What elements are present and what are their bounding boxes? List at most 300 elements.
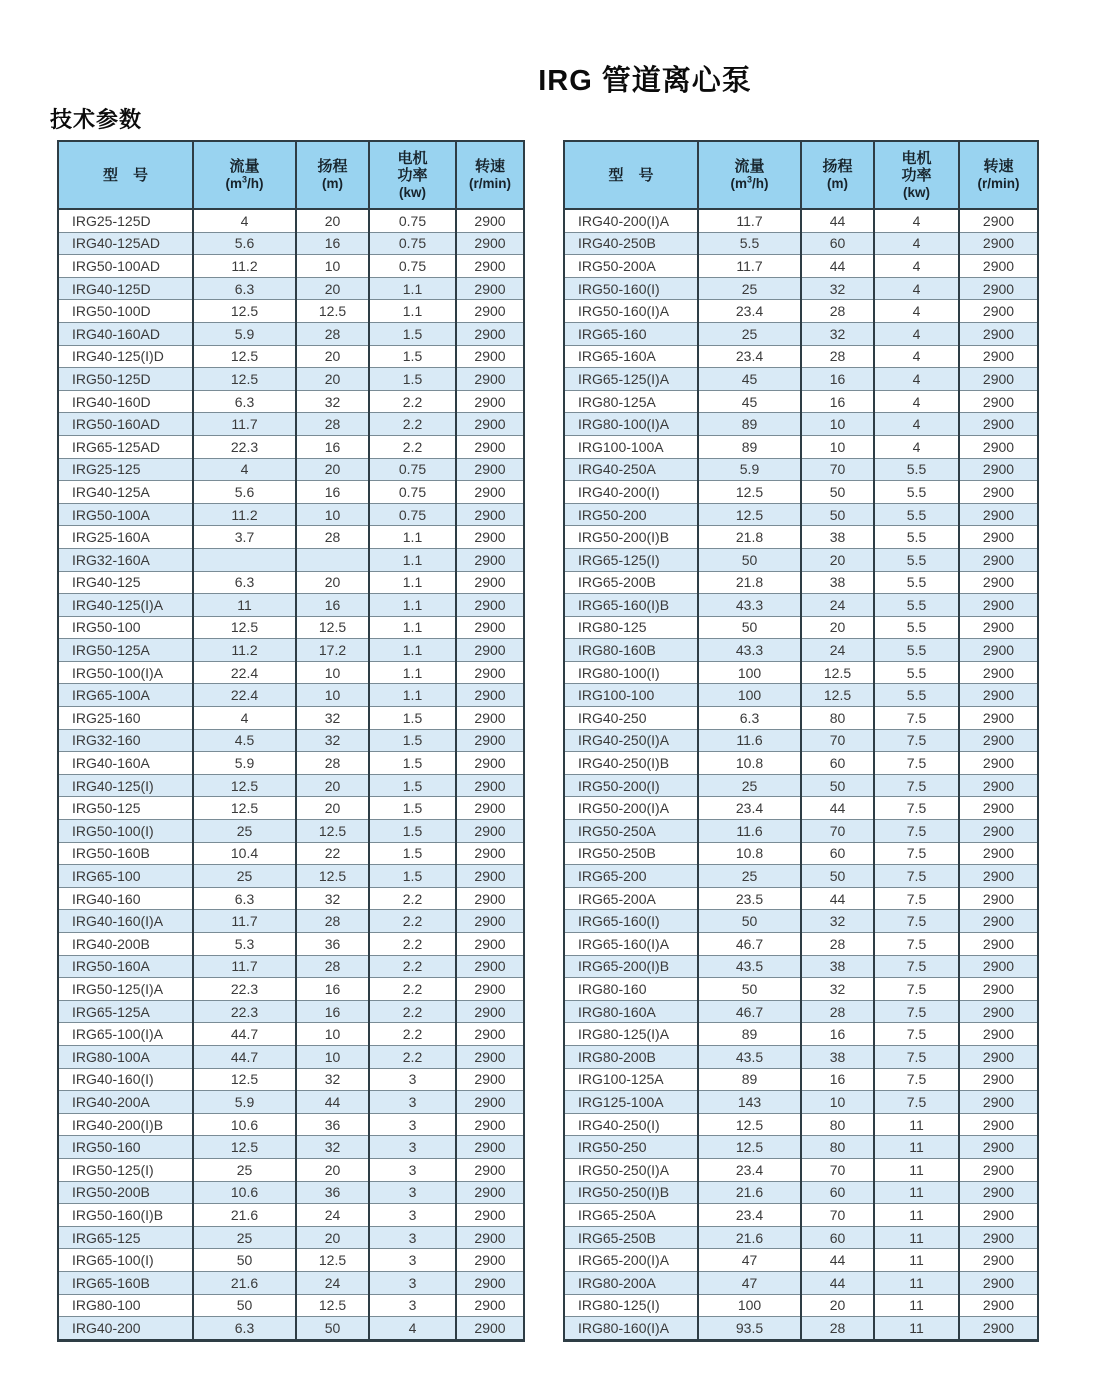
spec-table-left xyxy=(57,140,525,1342)
head-cell: 44 xyxy=(801,209,874,232)
head-cell: 24 xyxy=(801,594,874,617)
head-cell: 20 xyxy=(296,209,369,232)
model-cell: IRG25-125 xyxy=(58,458,193,481)
head-cell: 10 xyxy=(296,1023,369,1046)
head-cell: 80 xyxy=(801,1136,874,1159)
head-cell: 10 xyxy=(801,1091,874,1114)
col-header-model xyxy=(564,141,698,209)
head-cell: 20 xyxy=(296,1226,369,1249)
spec-row xyxy=(564,594,1038,617)
head-cell: 20 xyxy=(801,1294,874,1317)
head-cell: 20 xyxy=(296,774,369,797)
head-cell: 38 xyxy=(801,1045,874,1068)
speed-cell: 2900 xyxy=(959,910,1038,933)
flow-cell: 25 xyxy=(193,865,296,888)
power-cell: 1.5 xyxy=(369,345,456,368)
head-cell: 60 xyxy=(801,752,874,775)
speed-cell: 2900 xyxy=(456,1317,524,1341)
power-cell: 5.5 xyxy=(874,616,959,639)
speed-cell: 2900 xyxy=(456,1249,524,1272)
model-cell: IRG50-125 xyxy=(58,797,193,820)
head-cell: 12.5 xyxy=(296,300,369,323)
model-cell: IRG65-160A xyxy=(564,345,698,368)
model-cell: IRG65-200A xyxy=(564,887,698,910)
flow-cell: 50 xyxy=(193,1294,296,1317)
model-cell: IRG65-160(I)A xyxy=(564,933,698,956)
power-cell: 5.5 xyxy=(874,594,959,617)
speed-header-unit: (r/min) xyxy=(977,176,1020,191)
speed-cell: 2900 xyxy=(456,1000,524,1023)
power-cell: 0.75 xyxy=(369,458,456,481)
spec-row xyxy=(564,413,1038,436)
model-header-label: 型 号 xyxy=(608,166,654,184)
power-cell: 3 xyxy=(369,1136,456,1159)
power-cell: 7.5 xyxy=(874,1068,959,1091)
head-cell: 20 xyxy=(801,548,874,571)
spec-row xyxy=(564,503,1038,526)
head-cell: 70 xyxy=(801,729,874,752)
head-cell: 10 xyxy=(296,661,369,684)
flow-cell: 93.5 xyxy=(698,1317,801,1341)
power-cell: 0.75 xyxy=(369,255,456,278)
power-cell: 4 xyxy=(874,368,959,391)
head-cell: 12.5 xyxy=(801,684,874,707)
col-header-power xyxy=(369,141,456,209)
spec-row xyxy=(58,707,524,730)
speed-cell: 2900 xyxy=(959,1136,1038,1159)
spec-row xyxy=(564,1317,1038,1341)
speed-cell: 2900 xyxy=(456,1068,524,1091)
power-cell: 2.2 xyxy=(369,1023,456,1046)
spec-row xyxy=(58,1023,524,1046)
head-cell: 44 xyxy=(801,1271,874,1294)
model-cell: IRG65-100(I)A xyxy=(58,1023,193,1046)
speed-cell: 2900 xyxy=(959,887,1038,910)
head-cell: 16 xyxy=(801,1023,874,1046)
spec-row xyxy=(564,707,1038,730)
flow-cell: 4 xyxy=(193,209,296,232)
head-cell: 20 xyxy=(296,368,369,391)
model-cell: IRG80-100 xyxy=(58,1294,193,1317)
model-cell: IRG40-250(I)B xyxy=(564,752,698,775)
speed-cell: 2900 xyxy=(456,1023,524,1046)
spec-row xyxy=(564,458,1038,481)
model-cell: IRG65-250B xyxy=(564,1226,698,1249)
spec-row xyxy=(58,1226,524,1249)
spec-row xyxy=(58,842,524,865)
head-cell: 16 xyxy=(296,978,369,1001)
flow-cell: 100 xyxy=(698,684,801,707)
spec-row xyxy=(58,933,524,956)
flow-cell: 47 xyxy=(698,1271,801,1294)
spec-table-right-body xyxy=(564,209,1038,1340)
speed-cell: 2900 xyxy=(456,1271,524,1294)
model-header-label: 型 号 xyxy=(102,166,148,184)
model-cell: IRG25-125D xyxy=(72,212,151,229)
speed-cell: 2900 xyxy=(959,1091,1038,1114)
spec-table-right xyxy=(563,140,1039,1342)
flow-cell: 143 xyxy=(698,1091,801,1114)
power-header-label-2: 功率 xyxy=(397,166,428,184)
head-cell: 50 xyxy=(296,1317,369,1341)
spec-row xyxy=(564,1023,1038,1046)
model-cell: IRG40-250A xyxy=(564,458,698,481)
speed-cell: 2900 xyxy=(456,368,524,391)
flow-cell: 10.6 xyxy=(193,1113,296,1136)
speed-cell: 2900 xyxy=(959,684,1038,707)
flow-cell: 43.5 xyxy=(698,955,801,978)
head-cell: 38 xyxy=(801,571,874,594)
model-cell: IRG80-100(I)A xyxy=(564,413,698,436)
head-cell: 24 xyxy=(296,1204,369,1227)
flow-cell: 12.5 xyxy=(193,345,296,368)
flow-cell: 12.5 xyxy=(698,503,801,526)
model-cell: IRG40-200(I)A xyxy=(578,212,670,229)
model-cell: IRG50-200 xyxy=(564,503,698,526)
page-title: IRG 管道离心泵 xyxy=(538,65,752,97)
flow-cell: 11 xyxy=(193,594,296,617)
power-cell: 4 xyxy=(874,300,959,323)
spec-row xyxy=(58,368,524,391)
model-cell: IRG65-160 xyxy=(564,322,698,345)
spec-row xyxy=(58,435,524,458)
model-cell: IRG40-160(I) xyxy=(58,1068,193,1091)
spec-row xyxy=(564,255,1038,278)
model-cell: IRG100-100 xyxy=(564,684,698,707)
spec-row xyxy=(58,458,524,481)
header-row xyxy=(58,141,524,209)
model-cell: IRG80-125 xyxy=(564,616,698,639)
model-cell: IRG50-125(I) xyxy=(58,1158,193,1181)
speed-cell: 2900 xyxy=(456,1136,524,1159)
power-cell: 1.5 xyxy=(369,842,456,865)
flow-cell: 10.6 xyxy=(193,1181,296,1204)
flow-cell: 25 xyxy=(193,1158,296,1181)
power-cell: 3 xyxy=(369,1271,456,1294)
speed-cell: 2900 xyxy=(959,1113,1038,1136)
power-header-unit: (kw) xyxy=(399,184,426,200)
power-cell: 11 xyxy=(874,1317,959,1341)
speed-cell: 2900 xyxy=(959,368,1038,391)
flow-cell: 4.5 xyxy=(193,729,296,752)
model-cell: IRG65-250A xyxy=(564,1204,698,1227)
spec-row xyxy=(564,232,1038,255)
head-cell: 16 xyxy=(296,232,369,255)
model-cell: IRG80-125(I)A xyxy=(564,1023,698,1046)
model-cell: IRG80-160 xyxy=(564,978,698,1001)
speed-cell: 2900 xyxy=(456,390,524,413)
flow-cell: 4 xyxy=(193,458,296,481)
speed-cell: 2900 xyxy=(456,865,524,888)
flow-cell: 4 xyxy=(193,707,296,730)
model-cell: IRG80-100A xyxy=(58,1045,193,1068)
head-cell: 28 xyxy=(296,752,369,775)
spec-row xyxy=(58,1181,524,1204)
col-header-head xyxy=(296,141,369,209)
spec-row xyxy=(58,209,524,232)
speed-cell: 2900 xyxy=(456,820,524,843)
speed-cell: 2900 xyxy=(959,797,1038,820)
model-cell: IRG65-125AD xyxy=(58,435,193,458)
head-cell: 32 xyxy=(296,1068,369,1091)
model-cell: IRG50-100(I)A xyxy=(58,661,193,684)
head-cell: 16 xyxy=(296,594,369,617)
power-cell: 5.5 xyxy=(874,661,959,684)
col-header-flow xyxy=(698,141,801,209)
spec-row xyxy=(58,752,524,775)
spec-row xyxy=(58,255,524,278)
head-cell: 50 xyxy=(801,503,874,526)
model-cell: IRG50-200(I)B xyxy=(564,526,698,549)
power-cell: 1.5 xyxy=(369,797,456,820)
model-cell: IRG50-125A xyxy=(58,639,193,662)
model-cell: IRG40-200B xyxy=(58,933,193,956)
model-cell: IRG25-160A xyxy=(58,526,193,549)
flow-header-label: 流量 xyxy=(229,158,260,175)
speed-cell: 2900 xyxy=(959,639,1038,662)
spec-row xyxy=(58,774,524,797)
flow-cell: 10.8 xyxy=(698,752,801,775)
head-cell: 60 xyxy=(801,232,874,255)
power-cell: 7.5 xyxy=(874,955,959,978)
model-cell: IRG80-160B xyxy=(564,639,698,662)
flow-cell: 12.5 xyxy=(193,774,296,797)
model-cell: IRG40-160AD xyxy=(58,322,193,345)
head-header-unit: (m) xyxy=(827,176,848,191)
model-cell: IRG80-160A xyxy=(564,1000,698,1023)
speed-cell: 2900 xyxy=(456,887,524,910)
spec-table-left-wrap xyxy=(57,140,525,1342)
flow-cell: 5.6 xyxy=(193,481,296,504)
spec-row xyxy=(564,571,1038,594)
head-cell: 20 xyxy=(296,1158,369,1181)
model-cell: IRG65-200(I)B xyxy=(564,955,698,978)
head-cell: 16 xyxy=(801,1068,874,1091)
speed-cell: 2900 xyxy=(456,1226,524,1249)
spec-row xyxy=(58,481,524,504)
power-cell: 1.5 xyxy=(369,368,456,391)
speed-cell: 2900 xyxy=(456,503,524,526)
head-cell: 60 xyxy=(801,842,874,865)
speed-cell: 2900 xyxy=(456,1113,524,1136)
power-cell: 2.2 xyxy=(369,978,456,1001)
flow-header-label: 流量 xyxy=(734,158,765,175)
power-cell: 5.5 xyxy=(874,481,959,504)
spec-row xyxy=(564,820,1038,843)
flow-cell: 50 xyxy=(698,548,801,571)
speed-cell: 2900 xyxy=(959,594,1038,617)
spec-row xyxy=(58,1068,524,1091)
model-cell: IRG40-125 xyxy=(58,571,193,594)
flow-cell: 23.4 xyxy=(698,300,801,323)
flow-cell: 11.2 xyxy=(193,639,296,662)
spec-row xyxy=(58,1000,524,1023)
speed-cell: 2900 xyxy=(959,503,1038,526)
power-cell: 3 xyxy=(369,1204,456,1227)
model-cell: IRG40-125A xyxy=(58,481,193,504)
model-cell: IRG50-160(I) xyxy=(564,277,698,300)
model-cell: IRG40-125D xyxy=(58,277,193,300)
head-cell: 28 xyxy=(801,1000,874,1023)
model-cell: IRG50-160(I)A xyxy=(564,300,698,323)
spec-row xyxy=(564,1271,1038,1294)
spec-row xyxy=(58,503,524,526)
spec-row xyxy=(58,390,524,413)
power-cell: 5.5 xyxy=(874,526,959,549)
speed-cell: 2900 xyxy=(959,548,1038,571)
speed-cell: 2900 xyxy=(959,842,1038,865)
flow-cell: 43.5 xyxy=(698,1045,801,1068)
flow-cell: 21.6 xyxy=(193,1271,296,1294)
spec-row xyxy=(564,209,1038,232)
model-cell: IRG50-160 xyxy=(58,1136,193,1159)
speed-cell: 2900 xyxy=(456,729,524,752)
model-cell: IRG32-160 xyxy=(58,729,193,752)
flow-cell: 23.4 xyxy=(698,345,801,368)
model-cell: IRG50-100 xyxy=(58,616,193,639)
speed-cell: 2900 xyxy=(959,1158,1038,1181)
model-cell: IRG50-200(I)A xyxy=(564,797,698,820)
flow-cell: 44.7 xyxy=(193,1045,296,1068)
speed-cell: 2900 xyxy=(456,1091,524,1114)
model-cell: IRG40-125AD xyxy=(58,232,193,255)
power-cell: 7.5 xyxy=(874,1091,959,1114)
power-cell: 0.75 xyxy=(369,232,456,255)
flow-cell: 11.7 xyxy=(698,255,801,278)
head-header-label: 扬程 xyxy=(822,158,853,175)
power-header-label-1: 电机 xyxy=(901,149,932,167)
flow-cell: 12.5 xyxy=(193,1068,296,1091)
model-cell: IRG40-200 xyxy=(58,1317,193,1341)
spec-row xyxy=(58,797,524,820)
power-cell: 1.5 xyxy=(369,729,456,752)
power-cell: 3 xyxy=(369,1249,456,1272)
model-cell: IRG80-125A xyxy=(564,390,698,413)
power-cell: 7.5 xyxy=(874,1023,959,1046)
power-cell: 3 xyxy=(369,1181,456,1204)
power-cell: 2.2 xyxy=(369,1000,456,1023)
power-cell: 3 xyxy=(369,1091,456,1114)
spec-row xyxy=(564,277,1038,300)
model-cell: IRG32-160A xyxy=(58,548,193,571)
speed-cell: 2900 xyxy=(959,1045,1038,1068)
head-cell: 70 xyxy=(801,1158,874,1181)
model-cell: IRG65-125(I) xyxy=(564,548,698,571)
speed-cell: 2900 xyxy=(959,209,1038,232)
head-header-unit: (m) xyxy=(322,176,343,191)
power-cell: 7.5 xyxy=(874,1000,959,1023)
power-cell: 5.5 xyxy=(874,639,959,662)
flow-cell: 6.3 xyxy=(193,390,296,413)
spec-row xyxy=(58,1113,524,1136)
spec-row xyxy=(564,1249,1038,1272)
power-cell: 11 xyxy=(874,1136,959,1159)
model-cell: IRG50-160B xyxy=(58,842,193,865)
spec-row xyxy=(564,435,1038,458)
model-cell: IRG50-200(I) xyxy=(564,774,698,797)
model-cell: IRG50-100AD xyxy=(58,255,193,278)
spec-row xyxy=(58,1136,524,1159)
model-cell: IRG40-250(I)A xyxy=(564,729,698,752)
power-cell: 4 xyxy=(874,232,959,255)
power-cell: 5.5 xyxy=(874,684,959,707)
speed-cell: 2900 xyxy=(959,322,1038,345)
head-cell: 20 xyxy=(296,571,369,594)
speed-cell: 2900 xyxy=(456,458,524,481)
flow-cell: 89 xyxy=(698,435,801,458)
head-cell: 32 xyxy=(296,707,369,730)
speed-cell: 2900 xyxy=(959,345,1038,368)
model-cell: IRG65-200B xyxy=(564,571,698,594)
speed-cell: 2900 xyxy=(959,1000,1038,1023)
power-cell: 7.5 xyxy=(874,707,959,730)
model-cell: IRG50-160(I)B xyxy=(58,1204,193,1227)
head-cell: 10 xyxy=(801,435,874,458)
flow-cell: 89 xyxy=(698,1068,801,1091)
model-cell: IRG40-160 xyxy=(58,887,193,910)
power-cell: 4 xyxy=(874,435,959,458)
spec-row xyxy=(58,729,524,752)
power-cell: 2.2 xyxy=(369,933,456,956)
head-cell: 80 xyxy=(801,707,874,730)
flow-cell: 11.7 xyxy=(193,955,296,978)
spec-row xyxy=(564,322,1038,345)
model-cell: IRG125-100A xyxy=(564,1091,698,1114)
spec-row xyxy=(564,865,1038,888)
power-cell: 11 xyxy=(874,1271,959,1294)
flow-cell: 12.5 xyxy=(193,616,296,639)
flow-cell: 25 xyxy=(193,820,296,843)
head-cell: 10 xyxy=(801,413,874,436)
model-cell: IRG40-250B xyxy=(564,232,698,255)
speed-cell: 2900 xyxy=(456,661,524,684)
flow-cell: 12.5 xyxy=(193,1136,296,1159)
spec-row xyxy=(58,1317,524,1341)
flow-cell: 50 xyxy=(193,1249,296,1272)
flow-cell: 23.4 xyxy=(698,797,801,820)
spec-row xyxy=(564,1113,1038,1136)
power-cell: 4 xyxy=(874,390,959,413)
power-cell: 7.5 xyxy=(874,774,959,797)
model-cell: IRG80-100(I) xyxy=(564,661,698,684)
speed-cell: 2900 xyxy=(959,729,1038,752)
spec-row xyxy=(58,1158,524,1181)
speed-cell: 2900 xyxy=(456,209,524,232)
spec-row xyxy=(58,322,524,345)
speed-cell: 2900 xyxy=(456,842,524,865)
power-cell: 2.2 xyxy=(369,910,456,933)
speed-cell: 2900 xyxy=(456,1181,524,1204)
flow-cell: 23.5 xyxy=(698,887,801,910)
flow-cell: 22.4 xyxy=(193,661,296,684)
spec-row xyxy=(564,1136,1038,1159)
speed-cell: 2900 xyxy=(959,481,1038,504)
power-cell: 11 xyxy=(874,1113,959,1136)
power-cell: 5.5 xyxy=(874,458,959,481)
spec-row xyxy=(58,1294,524,1317)
flow-cell: 11.6 xyxy=(698,820,801,843)
flow-cell: 21.8 xyxy=(698,571,801,594)
model-cell: IRG50-160A xyxy=(58,955,193,978)
power-cell: 3 xyxy=(369,1294,456,1317)
head-cell: 28 xyxy=(296,955,369,978)
speed-cell: 2900 xyxy=(456,481,524,504)
spec-row xyxy=(564,955,1038,978)
power-header-unit: (kw) xyxy=(903,184,930,200)
power-cell: 1.1 xyxy=(369,300,456,323)
head-cell: 38 xyxy=(801,955,874,978)
power-cell: 3 xyxy=(369,1158,456,1181)
